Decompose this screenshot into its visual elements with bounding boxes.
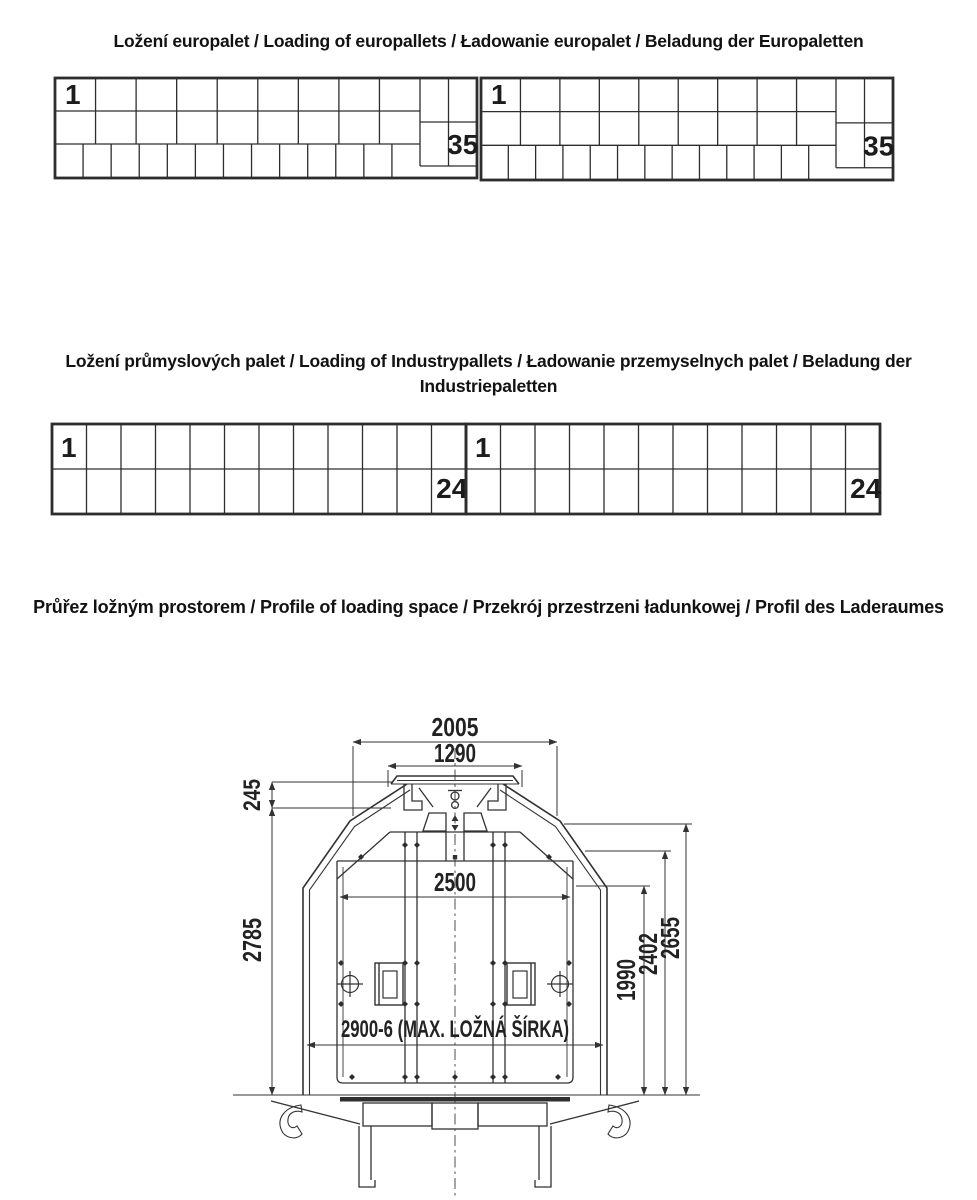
dimension-labels [237,712,685,1043]
industrypallets-title [0,349,977,399]
rope-hook-right [608,1105,630,1138]
drawing-shape [452,815,459,821]
europallet-grid-right [481,78,894,180]
drawing-shape [503,784,607,1095]
europallet-grid-left [55,78,478,178]
joint-marker [402,1074,408,1080]
drawing-shape [464,813,487,831]
joint-marker [414,842,420,848]
dim-inner-height: 1990 [611,943,641,1001]
joint-marker [490,842,496,848]
industrypallet-grid-left [52,424,468,514]
drawing-shape [535,1126,551,1187]
drawing-shape [383,971,397,998]
first-pallet-number: 1 [61,432,77,463]
drawing-shape [359,1126,375,1187]
drawing-shape [478,1103,547,1126]
drawing-shape [500,790,601,1095]
industrypallet-grid-right [466,424,882,514]
dim-max-loading-width: 2900-6 (MAX. LOŽNÁ ŠÍRKA) [341,1016,670,1043]
rope-hook-left [280,1105,302,1138]
total-pallet-count: 24 [436,473,468,504]
europallets-loading-diagrams [40,60,910,195]
dim-roof-rail-width: 1290 [434,738,476,768]
dim-roof-height: 245 [239,770,266,811]
dim-overall-height-left: 2785 [237,904,267,962]
drawing-shape [453,855,457,859]
joint-marker [555,1074,561,1080]
joint-marker [502,842,508,848]
dim-shoulder-height: 2655 [655,901,685,959]
drawing-shape [452,825,459,831]
joint-marker [490,1001,496,1007]
total-pallet-count: 35 [863,130,895,162]
joint-marker [414,960,420,966]
drawing-shape [310,790,411,1095]
profile-title: Průřez ložným prostorem / Profile of loading space / Przekrój przestrzeni ładunkowej / Profil des Laderaumes [33,597,944,617]
first-pallet-number: 1 [491,79,507,110]
dim-roof-top-width: 2005 [431,712,479,742]
first-pallet-number: 1 [475,432,491,463]
first-pallet-number: 1 [65,79,81,110]
joint-marker [402,842,408,848]
total-pallet-count: 35 [447,129,479,160]
dim-inner-width: 2500 [434,867,476,897]
loading-space-profile-drawing [215,685,725,1200]
joint-marker [490,1074,496,1080]
industrypallets-title-line2: Industriepaletten [419,376,558,396]
joint-marker [414,1001,420,1007]
joint-marker [349,1074,355,1080]
drawing-shape [423,813,446,831]
wagon-outline [55,78,477,178]
industrypallets-title-line1: Ložení průmyslových palet / Loading of Industrypallets / Ładowanie przemyselnych palet / Beladung der [65,351,912,371]
joint-marker [452,1074,458,1080]
industrypallets-loading-diagrams [40,415,890,520]
wagon-outline [481,78,893,180]
joint-marker [414,1074,420,1080]
total-pallet-count: 24 [850,473,882,504]
drawing-shape [363,1103,432,1126]
drawing-shape [477,788,491,807]
drawing-shape [340,1097,570,1102]
drawing-shape [513,971,527,998]
underframe [233,1095,700,1187]
drawing-shape [419,788,433,807]
drawing-shape [303,784,407,1095]
joint-marker [490,960,496,966]
europallets-title: Ložení europalet / Loading of europallets / Ładowanie europalet / Beladung der Europaletten [113,31,864,51]
dim-side-height: 2402 [633,917,663,975]
joint-marker [502,1074,508,1080]
